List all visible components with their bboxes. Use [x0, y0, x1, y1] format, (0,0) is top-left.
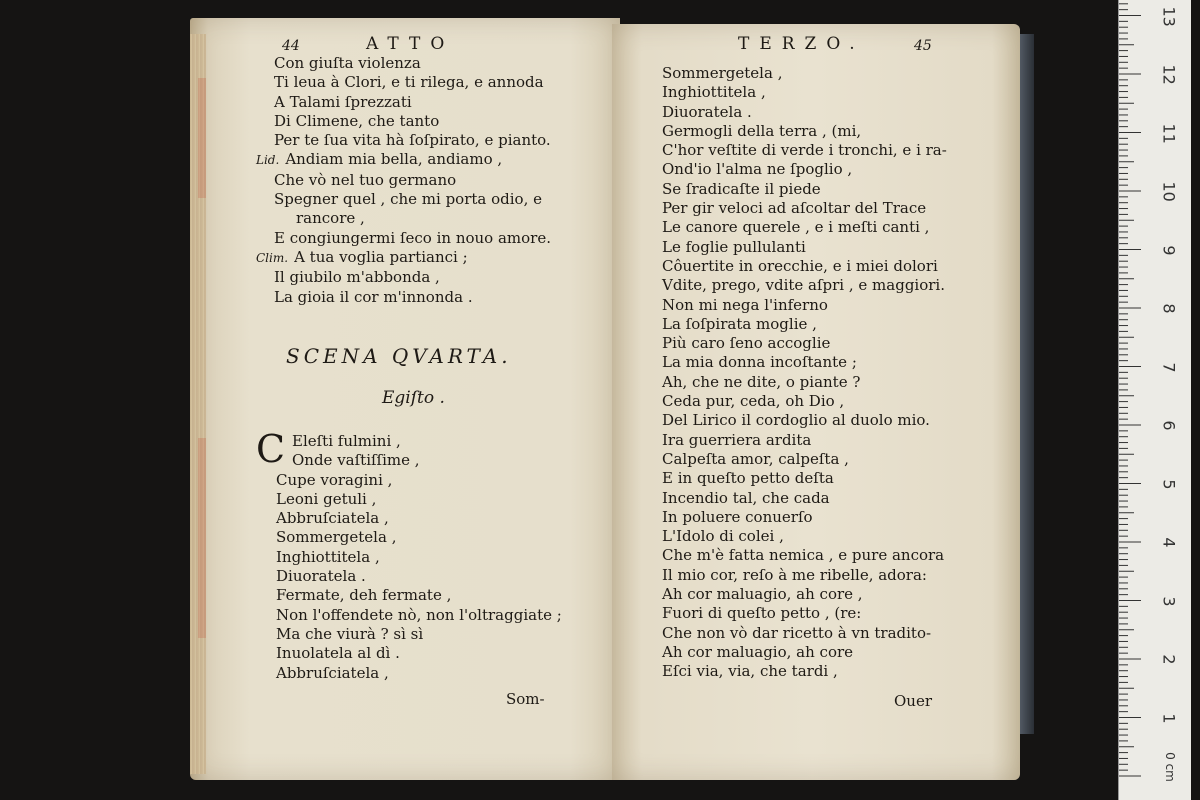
ruler-number: 7 — [1159, 361, 1179, 373]
verse-line: Diuoratela . — [276, 567, 366, 586]
character-name: Egiſto . — [382, 388, 445, 408]
verse-line — [274, 268, 551, 287]
verse-line: Le foglie pullulanti — [662, 237, 806, 256]
catchword: Ouer — [894, 692, 933, 710]
red-edge-stain — [198, 438, 206, 638]
verse-line: Ma che viurà ? sì sì — [276, 624, 424, 643]
ruler-number: 9 — [1159, 244, 1179, 256]
verse-line: Inghiottitela , — [662, 83, 766, 102]
ruler-number: 10 — [1159, 181, 1179, 202]
verse-line — [274, 54, 551, 73]
red-edge-stain — [198, 78, 206, 198]
verse-line: Del Lirico il cordoglio al duolo mio. — [662, 411, 930, 430]
verse-line — [274, 190, 551, 209]
drop-cap: C — [256, 427, 286, 471]
catchword: Som- — [506, 690, 545, 708]
verse-text: Che vò nel tuo germano — [274, 170, 457, 189]
verse-text: Con giuſta violenza — [274, 54, 421, 72]
verse-line: Se ſradicaſte il piede — [662, 179, 821, 198]
verse-lines — [256, 54, 551, 307]
verse-text: Di Climene, che tanto — [274, 111, 440, 130]
verse-line: Germogli della terra , (mi, — [662, 121, 862, 140]
verse-line: Eſci via, via, che tardi , — [662, 662, 838, 681]
ruler-ticks — [1119, 0, 1191, 800]
verse-line — [274, 288, 551, 307]
verse-text: Ti leua à Clori, e ti rilega, e annoda — [274, 73, 544, 92]
verse-line: Sommergetela , — [276, 528, 397, 547]
verse-line: Ira guerriera ardita — [662, 430, 812, 449]
verse-line: Fuori di queſto petto , (re: — [662, 604, 862, 623]
measuring-ruler — [1118, 0, 1191, 800]
verse-line: Ah cor maluagio, ah core — [662, 642, 854, 661]
verse-text: Per te ſua vita hà ſoſpirato, e pianto. — [274, 131, 551, 150]
ruler-number: 1 — [1159, 712, 1179, 724]
verse-line: Ceda pur, ceda, oh Dio , — [662, 392, 845, 411]
verse-line — [256, 150, 551, 170]
verse-text: Il giubilo m'abbonda , — [274, 268, 440, 287]
verse-line: Calpeſta amor, calpeſta , — [662, 449, 849, 468]
verse-line: Il mio cor, reſo à me ribelle, adora: — [662, 565, 927, 584]
verse-line: Sommergetela , — [662, 64, 783, 82]
verse-line — [274, 209, 551, 228]
verse-line: Eleſti fulmini , — [292, 432, 401, 450]
verse-text: A Talami ſprezzati — [274, 92, 412, 111]
verse-line: Inuolatela al dì . — [276, 644, 400, 663]
running-head: ATTO — [366, 34, 455, 54]
verse-line: Incendio tal, che cada — [662, 488, 830, 507]
speaker-label: Clim. — [256, 250, 289, 265]
verse-line: E in queſto petto deſta — [662, 469, 834, 488]
verse-line: Non mi nega l'inferno — [662, 295, 828, 314]
right-page — [612, 24, 1020, 780]
verse-line: Abbruſciatela , — [276, 663, 389, 682]
verse-line — [274, 171, 551, 190]
verse-text: Spegner quel , che mi porta odio, e — [274, 190, 542, 209]
page-number: 44 — [282, 38, 300, 54]
verse-line: La mia donna incoſtante ; — [662, 353, 857, 372]
verse-line: La ſoſpirata moglie , — [662, 314, 817, 333]
verse-line — [274, 131, 551, 150]
scene-verse-lines — [276, 432, 562, 683]
verse-line — [274, 229, 551, 248]
ruler-number: 13 — [1159, 6, 1179, 27]
verse-line: Per gir veloci ad aſcoltar del Trace — [662, 199, 927, 218]
ruler-number: 6 — [1159, 420, 1179, 431]
verse-line: C'hor veſtite di verde i tronchi, e i ra- — [662, 141, 947, 160]
verse-line: L'Idolo di colei , — [662, 527, 784, 546]
verse-text: A tua voglia partianci ; — [294, 247, 468, 266]
verse-text: Andiam mia bella, andiamo , — [285, 150, 503, 169]
left-page — [190, 18, 620, 780]
verse-line — [274, 112, 551, 131]
verse-line: Ond'io l'alma ne ſpoglio , — [662, 160, 853, 179]
verse-line — [274, 93, 551, 112]
verse-line: Che non vò dar ricetto à vn tradito- — [662, 623, 932, 642]
verse-line: Diuoratela . — [662, 102, 752, 121]
scene-heading: SCENA QVARTA. — [286, 344, 512, 368]
verse-line: Inghiottitela , — [276, 547, 380, 566]
verse-line — [256, 248, 551, 268]
verse-line: Fermate, deh fermate , — [276, 586, 452, 605]
verse-line — [274, 73, 551, 92]
ruler-number: 12 — [1159, 64, 1179, 85]
verse-line: In poluere conuerſo — [662, 507, 813, 526]
verse-text: La gioia il cor m'innonda . — [274, 287, 473, 306]
verse-line: Vdite, prego, vdite aſpri , e maggiori. — [662, 276, 945, 295]
page-number: 45 — [914, 38, 932, 54]
ruler-number: 3 — [1159, 595, 1179, 607]
verse-line: Che m'è fatta nemica , e pure ancora — [662, 546, 945, 565]
verse-line: Onde vaſtiſſime , — [292, 451, 420, 470]
verse-line: Non l'offendete nò, non l'oltraggiate ; — [276, 605, 562, 624]
ruler-number: 5 — [1159, 478, 1179, 490]
ruler-number: 8 — [1159, 303, 1179, 314]
verse-lines — [662, 64, 947, 682]
verse-text: rancore , — [296, 209, 365, 228]
verse-line: Le canore querele , e i meſti canti , — [662, 218, 930, 237]
open-book — [190, 14, 1030, 786]
verse-text: E congiungermi ſeco in nouo amore. — [274, 228, 551, 247]
ruler-number: 4 — [1159, 537, 1179, 548]
running-head: TERZO. — [738, 34, 865, 54]
verse-line: Cupe voragini , — [276, 470, 393, 489]
ruler-number: 2 — [1159, 654, 1179, 665]
speaker-label: Lid. — [256, 153, 280, 168]
verse-line: Abbruſciatela , — [276, 509, 389, 528]
verse-line: Più caro ſeno accoglie — [662, 334, 831, 353]
verse-line: Ah cor maluagio, ah core , — [662, 585, 863, 604]
ruler-number: 11 — [1159, 123, 1179, 144]
verse-line: Côuertite in orecchie, e i miei dolori — [662, 256, 938, 275]
verse-line: Ah, che ne dite, o piante ? — [662, 372, 861, 391]
ruler-unit-label: 0 cm — [1162, 752, 1177, 782]
verse-line: Leoni getuli , — [276, 489, 377, 508]
